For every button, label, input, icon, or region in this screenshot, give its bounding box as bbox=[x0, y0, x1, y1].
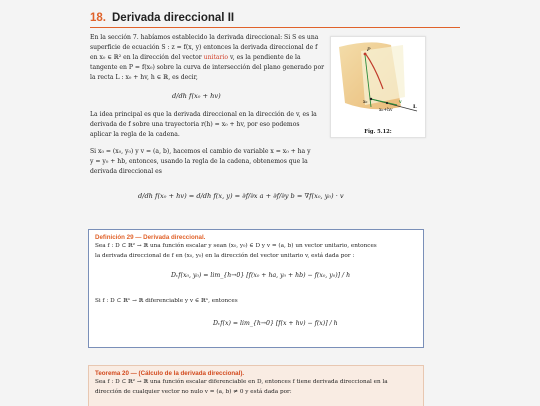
paragraph-line: derivada direccional es bbox=[90, 168, 162, 175]
definition-line: Si f : D ⊂ ℝⁿ → ℝ diferenciable y v ∈ ℝⁿ, entonces bbox=[95, 298, 238, 304]
paragraph-text: en x₀ ∈ ℝ² en la dirección del vector bbox=[90, 54, 204, 61]
paragraph-line: derivada de f sobre una trayectoria r(h) = x₀ + hv, por eso podemos bbox=[90, 121, 300, 128]
definition-title: Definición 29 — Derivada direccional. bbox=[95, 234, 206, 241]
paragraph-line: la recta L : x₀ + hv, h ∈ ℝ, es decir, bbox=[90, 74, 198, 81]
unitario-link[interactable]: unitario bbox=[203, 54, 229, 61]
definition-box bbox=[88, 229, 424, 348]
section-title bbox=[90, 12, 234, 24]
section-rule bbox=[90, 27, 460, 28]
paragraph-line: tangente en P = f(x₀) sobre la curva de intersección del plano generado por bbox=[90, 64, 325, 71]
paragraph-line-with-link bbox=[90, 53, 301, 63]
formula-directional-derivative: d/dh f(x₀ + hv) bbox=[172, 92, 221, 100]
point-P bbox=[364, 53, 367, 56]
label-P: P bbox=[367, 47, 371, 53]
definition-line: la derivada direccional de f en (x₀, y₀) en la dirección del vector unitario v, está dada por : bbox=[95, 253, 355, 259]
paragraph-text: v, es la pendiente de la bbox=[228, 54, 301, 61]
point-x0 bbox=[370, 98, 372, 100]
paragraph-line: La idea principal es que la derivada direccional en la dirección de v, es la bbox=[90, 111, 317, 118]
figure-5-12 bbox=[330, 36, 426, 138]
point-x0hv bbox=[386, 102, 388, 104]
paragraph-line: Si x₀ = (x₀, y₀) y v = (a, b), hacemos el cambio de variable x = x₀ + ha y bbox=[90, 148, 311, 155]
paragraph-line: En la sección 7. habíamos establecido la derivada direccional: Si S es una bbox=[90, 34, 319, 41]
label-x0: x₀ bbox=[363, 100, 368, 105]
surface-illustration bbox=[331, 37, 425, 127]
section-title-text: Derivada direccional II bbox=[112, 12, 235, 24]
definition-formula-2d: Dᵥf(x₀, y₀) = lim_{h→0} [f(x₀ + ha, y₀ + hb) − f(x₀, y₀)] / h bbox=[171, 272, 351, 279]
definition-formula-nd: Dᵥf(x) = lim_{h→0} [f(x + hv) − f(x)] / h bbox=[213, 320, 338, 327]
paragraph-line: y = y₀ + hb, entonces, usando la regla de la cadena, obtenemos que la bbox=[90, 158, 308, 165]
theorem-line: dirección de cualquier vector no nulo v = (a, b) ≠ 0 y está dada por: bbox=[95, 389, 292, 395]
formula-chain-rule: d/dh f(x₀ + hv) = d/dh f(x, y) = ∂f/∂x a + ∂f/∂y b = ∇f(x₀, y₀) · v bbox=[138, 192, 344, 200]
paragraph-line: aplicar la regla de la cadena. bbox=[90, 131, 180, 138]
figure-caption: Fig. 5.12: bbox=[364, 129, 392, 135]
label-v: v bbox=[399, 100, 402, 105]
theorem-line: Sea f : D ⊂ ℝ² → ℝ una función escalar diferenciable en D, entonces f tiene derivada direccional en la bbox=[95, 379, 388, 385]
paragraph-line: superficie de ecuación S : z = f(x, y) entonces la derivada direccional de f bbox=[90, 44, 318, 51]
definition-line: Sea f : D ⊂ ℝ² → ℝ una función escalar y sean (x₀, y₀) ∈ D y v = (a, b) un vector unitario, entonces bbox=[95, 243, 377, 249]
theorem-title: Teorema 20 — (Cálculo de la derivada direccional). bbox=[95, 370, 245, 377]
theorem-box bbox=[88, 365, 424, 406]
section-number: 18. bbox=[90, 12, 106, 24]
label-x0hv: x₀+hv bbox=[379, 108, 393, 113]
label-L: L bbox=[413, 104, 417, 110]
